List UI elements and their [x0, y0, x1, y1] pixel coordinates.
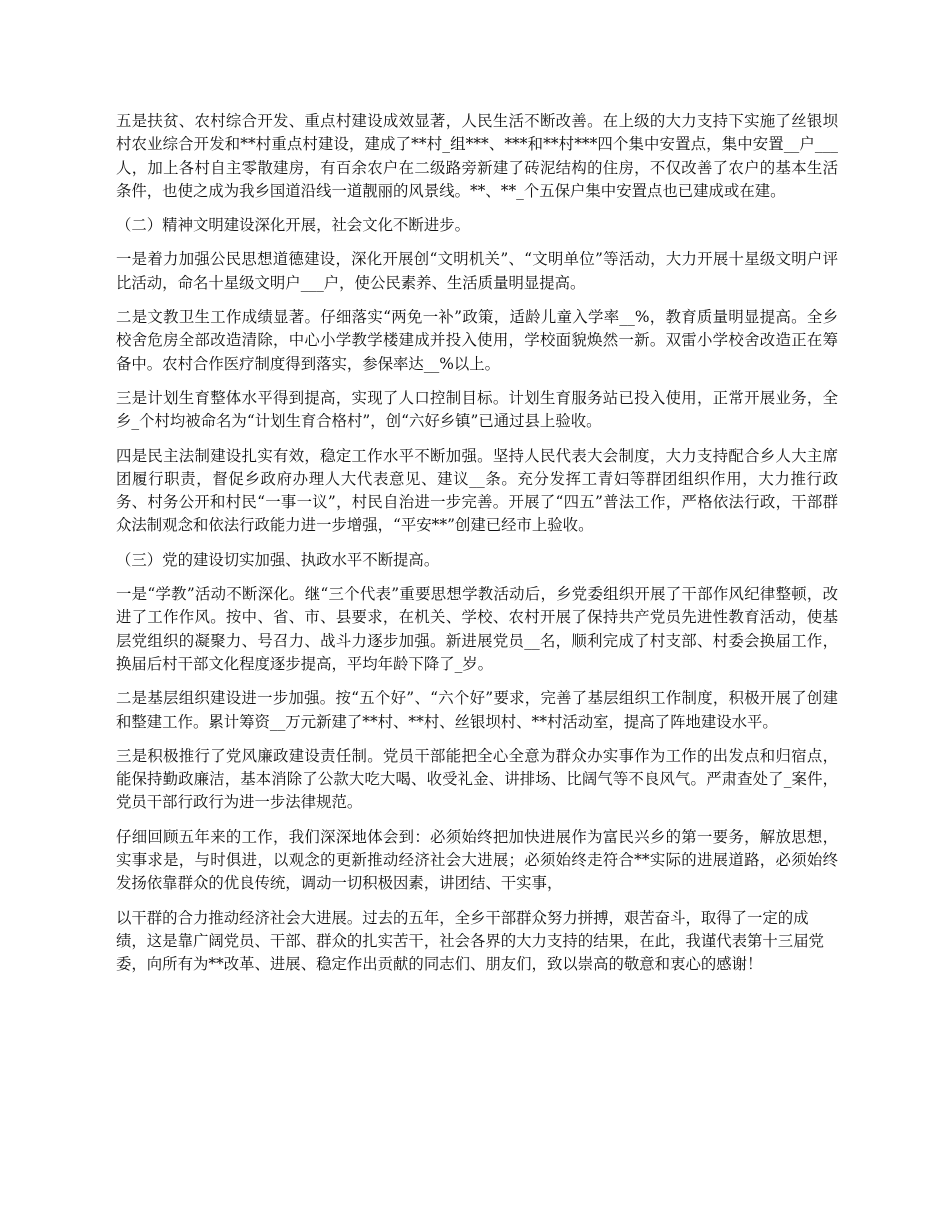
paragraph-poverty-relief: 五是扶贫、农村综合开发、重点村建设成效显著，人民生活不断改善。在上级的大力支持下实施了丝银坝村农业综合开发和**村重点村建设，建成了**村_组***、***和**村***四个集中安置点，集中安置__户___人，加上各村自主零散建房，有百余农户在二级路旁新建了砖泥结构的住房，不仅改善了农户的基本生活条件，也使之成为我乡国道沿线一道靓丽的风景线。**、**_个五保户集中安置点也已建成或在建。 [116, 112, 838, 200]
paragraph-democracy-legal: 四是民主法制建设扎实有效，稳定工作水平不断加强。坚持人民代表大会制度，大力支持配合乡人大主席团履行职责，督促乡政府办理人大代表意见、建议__条。充分发挥工青妇等群团组织作用，大力推行政务、村务公开和村民“一事一议”，村民自治进一步完善。开展了“四五”普法工作，严格依法行政，干部群众法制观念和依法行政能力进一步增强，“平安**”创建已经市上验收。 [116, 446, 838, 535]
paragraph-grassroots-organization: 二是基层组织建设进一步加强。按“五个好”、“六个好”要求，完善了基层组织工作制度，积极开展了创建和整建工作。累计筹资__万元新建了**村、**村、丝银坝村、**村活动室，提高了阵地建设水平。 [116, 689, 838, 731]
paragraph-education-health: 二是文教卫生工作成绩显著。仔细落实“两免一补”政策，适龄儿童入学率__%，教育质量明显提高。全乡校舍危房全部改造清除，中心小学教学楼建成并投入使用，学校面貌焕然一新。双雷小学校舍改造正在筹备中。农村合作医疗制度得到落实，参保率达__%以上。 [116, 308, 838, 373]
paragraph-family-planning: 三是计划生育整体水平得到提高，实现了人口控制目标。计划生育服务站已投入使用，正常开展业务，全乡_个村均被命名为“计划生育合格村”，创“六好乡镇”已通过县上验收。 [116, 388, 838, 431]
section-heading-spiritual-civilization: （二）精神文明建设深化开展，社会文化不断进步。 [116, 216, 470, 235]
section-heading-party-building: （三）党的建设切实加强、执政水平不断提高。 [116, 550, 440, 569]
paragraph-study-education: 一是“学教”活动不断深化。继“三个代表”重要思想学教活动后，乡党委组织开展了干部作风纪律整顿，改进了工作作风。按中、省、市、县要求，在机关、学校、农村开展了保持共产党员先进性教育活动，使基层党组织的凝聚力、号召力、战斗力逐步加强。新进展党员__名，顺利完成了村支部、村委会换届工作，换届后村干部文化程度逐步提高，平均年龄下降了_岁。 [116, 585, 838, 673]
paragraph-review: 仔细回顾五年来的工作，我们深深地体会到：必须始终把加快进展作为富民兴乡的第一要务，解放思想，实事求是，与时俱进，以观念的更新推动经济社会大进展；必须始终走符合**实际的进展道路，必须始终发扬依靠群众的优良传统，调动一切积极因素，讲团结、干实事， [116, 827, 838, 893]
paragraph-thanks: 以干群的合力推动经济社会大进展。过去的五年，全乡干部群众努力拼搏，艰苦奋斗，取得了一定的成绩，这是靠广阔党员、干部、群众的扎实苦干，社会各界的大力支持的结果，在此，我谨代表第十三届党委，向所有为**改革、进展、稳定作出贡献的同志们、朋友们，致以崇高的敬意和衷心的感谢！ [116, 908, 824, 974]
paragraph-moral-construction: 一是着力加强公民思想道德建设，深化开展创“文明机关”、“文明单位”等活动，大力开展十星级文明户评比活动，命名十星级文明户___户，使公民素养、生活质量明显提高。 [116, 250, 838, 292]
paragraph-anti-corruption: 三是积极推行了党风廉政建设责任制。党员干部能把全心全意为群众办实事作为工作的出发点和归宿点，能保持勤政廉洁，基本消除了公款大吃大喝、收受礼金、讲排场、比阔气等不良风气。严肃查处了_案件，党员干部行政行为进一步法律规范。 [116, 746, 838, 812]
